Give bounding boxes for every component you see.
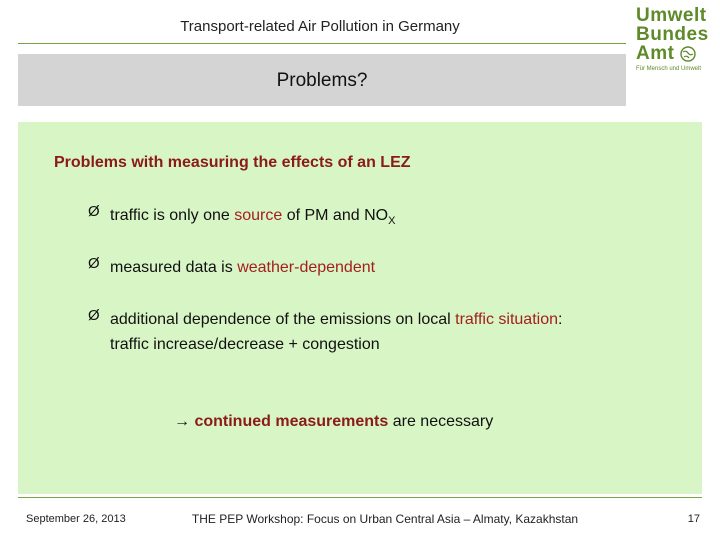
conclusion-line [174,413,493,431]
bullet-item-traffic [88,307,562,357]
logo-line-3: Amt [636,43,675,64]
logo-line-1: Umwelt [636,5,707,26]
arrow-bullet-icon: Ø [88,255,100,272]
footer-date: September 26, 2013 [26,513,126,525]
umweltbundesamt-logo [636,6,716,73]
conclusion-rest: are necessary [388,413,494,430]
arrow-bullet-icon: Ø [88,203,100,220]
logo-line-2: Bundes [636,24,709,45]
logo-tagline: Für Mensch und Umwelt [636,66,702,72]
logo-line-3-row [636,44,716,63]
globe-icon [680,46,696,62]
right-arrow-icon: → [174,413,190,430]
header-title: Transport-related Air Pollution in Germany [180,18,460,35]
bullet-text: traffic is only one source of PM and $NO_X$ [110,207,396,227]
footer-event: THE PEP Workshop: Focus on Urban Central Asia – Almaty, Kazakhstan [191,512,579,526]
slide-subheading: Problems with measuring the effects of an LEZ [54,154,411,171]
arrow-bullet-icon: Ø [88,307,100,324]
conclusion-emphasis: continued measurements [194,413,389,430]
slide-title: Problems? [276,70,368,91]
bullet-item-source [88,203,395,234]
bullet-text: measured data is weather-dependent [110,259,376,276]
page-number: 17 [687,513,700,525]
header-divider [18,43,626,44]
bullet-text: additional dependence of the emissions on local traffic situation: traffic increase/decrease + congestion [110,311,563,353]
bullet-item-weather [88,255,375,280]
footer-divider [18,497,702,498]
